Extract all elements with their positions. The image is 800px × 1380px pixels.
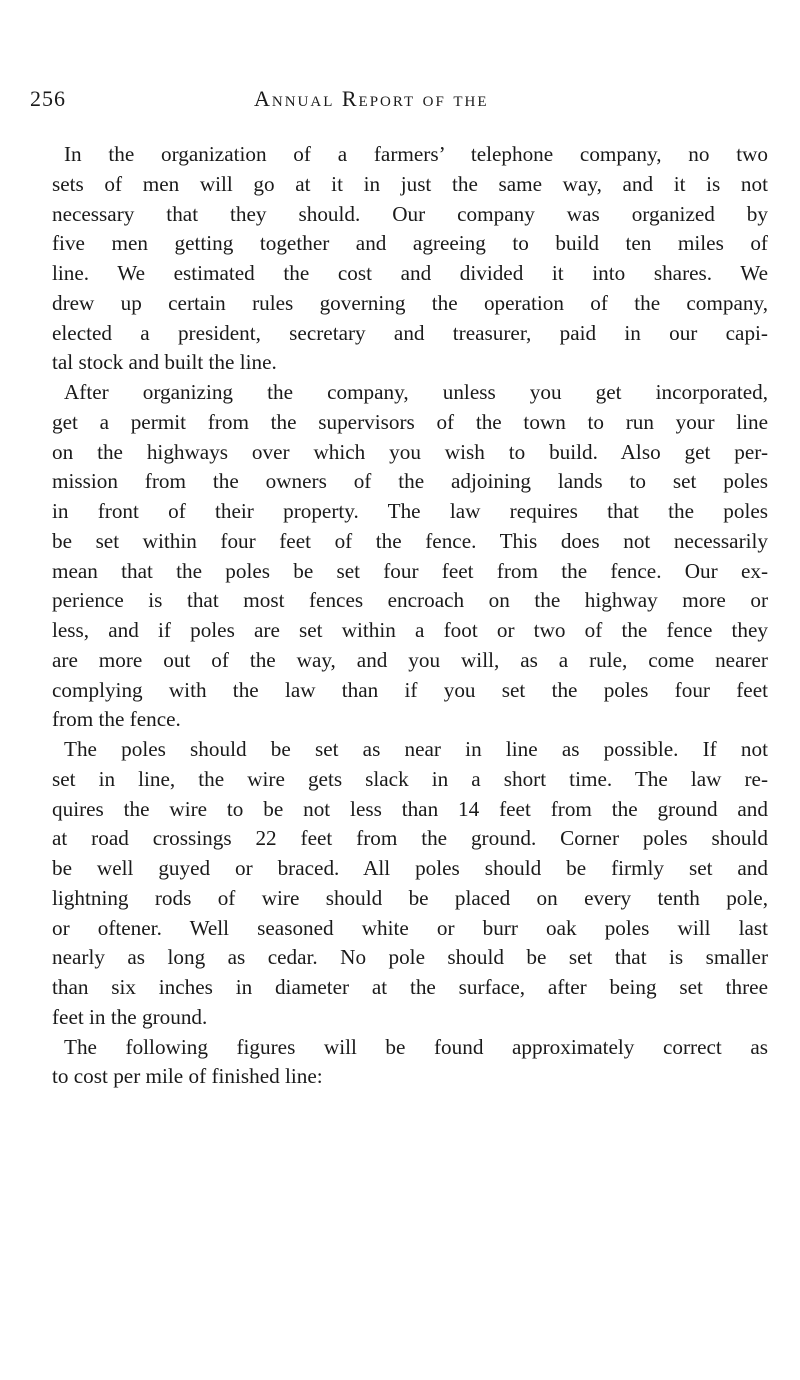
text-line: mean that the poles be set four feet from the fence. Our ex- <box>52 558 768 583</box>
paragraph-1 <box>52 140 768 378</box>
text-line: nearly as long as cedar. No pole should be set that is smaller <box>52 945 768 970</box>
text-line: quires the wire to be not less than 14 feet from the ground and <box>52 796 768 821</box>
text-line: from the fence. <box>52 707 181 732</box>
text-line: The poles should be set as near in line as possible. If not <box>64 737 768 761</box>
text-line: perience is that most fences encroach on the highway more or <box>52 588 768 613</box>
text-line: on the highways over which you wish to build. Also get per- <box>52 439 768 464</box>
text-line: In the organization of a farmers’ telephone company, no two <box>64 142 768 166</box>
text-line: drew up certain rules governing the operation of the company, <box>52 290 768 315</box>
text-line: be well guyed or braced. All poles should be firmly set and <box>52 856 768 880</box>
paragraph-2 <box>52 378 768 735</box>
text-line: are more out of the way, and you will, as a rule, come nearer <box>52 647 768 672</box>
paragraph-4 <box>52 1033 768 1093</box>
text-line: The following figures will be found approximately correct as <box>64 1034 768 1059</box>
text-line: complying with the law than if you set the poles four feet <box>52 677 768 702</box>
page-number: 256 <box>30 86 66 111</box>
text-line: sets of men will go at it in just the same way, and it is not <box>52 171 768 196</box>
text-line: get a permit from the supervisors of the town to run your line <box>52 409 768 434</box>
text-line: feet in the ground. <box>52 1004 208 1029</box>
text-line: lightning rods of wire should be placed on every tenth pole, <box>52 885 768 910</box>
text-line: line. We estimated the cost and divided it into shares. We <box>52 261 768 285</box>
text-line: set in line, the wire gets slack in a short time. The law re- <box>52 766 768 791</box>
running-head <box>30 86 800 116</box>
text-line: at road crossings 22 feet from the ground. Corner poles should <box>52 826 768 851</box>
text-line: necessary that they should. Our company was organized by <box>52 201 768 226</box>
paragraph-3 <box>52 735 768 1033</box>
text-line: less, and if poles are set within a foot or two of the fence they <box>52 618 768 642</box>
text-line: After organizing the company, unless you get incorporated, <box>64 380 768 404</box>
text-line: or oftener. Well seasoned white or burr oak poles will last <box>52 915 768 940</box>
running-title: Annual Report of the <box>254 86 489 111</box>
text-line: elected a president, secretary and treasurer, paid in our capi- <box>52 320 768 345</box>
text-line: than six inches in diameter at the surface, after being set three <box>52 975 768 999</box>
text-line: to cost per mile of finished line: <box>52 1064 323 1089</box>
body-text <box>52 140 768 1092</box>
text-line: tal stock and built the line. <box>52 350 277 375</box>
text-line: five men getting together and agreeing to build ten miles of <box>52 231 768 256</box>
text-line: in front of their property. The law requires that the poles <box>52 499 768 523</box>
text-line: mission from the owners of the adjoining lands to set poles <box>52 469 768 494</box>
text-line: be set within four feet of the fence. This does not necessarily <box>52 528 768 553</box>
